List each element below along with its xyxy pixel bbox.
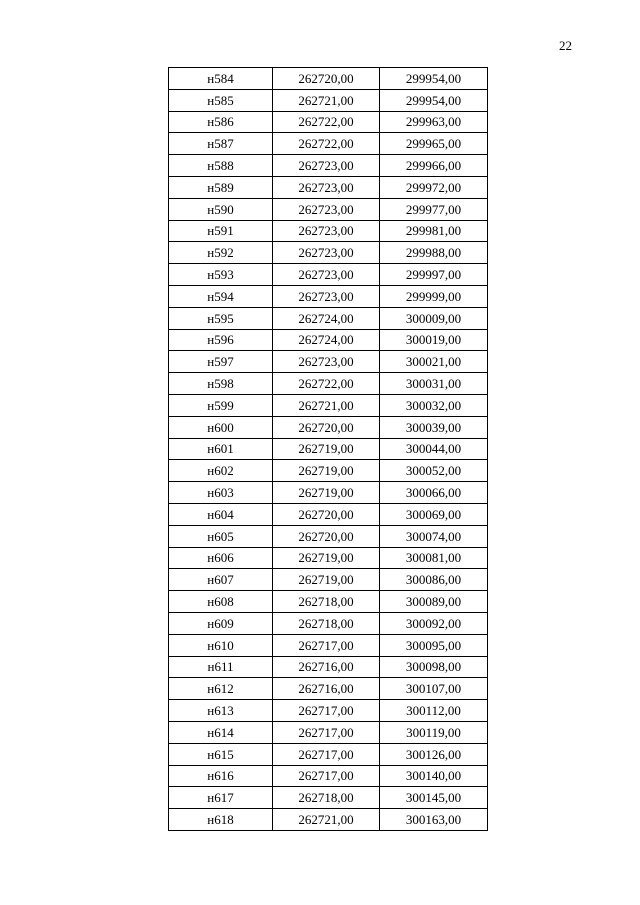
point-id-cell: н608 bbox=[169, 591, 273, 613]
coordinates-table-body bbox=[169, 68, 488, 831]
point-id-cell: н589 bbox=[169, 176, 273, 198]
table-row bbox=[169, 198, 488, 220]
point-id-cell: н613 bbox=[169, 700, 273, 722]
point-id-cell: н616 bbox=[169, 765, 273, 787]
y-coordinate-cell: 299966,00 bbox=[380, 155, 488, 177]
point-id-cell: н594 bbox=[169, 285, 273, 307]
x-coordinate-cell: 262720,00 bbox=[273, 525, 380, 547]
point-id-cell: н612 bbox=[169, 678, 273, 700]
table-row bbox=[169, 264, 488, 286]
x-coordinate-cell: 262719,00 bbox=[273, 438, 380, 460]
point-id-cell: н586 bbox=[169, 111, 273, 133]
x-coordinate-cell: 262719,00 bbox=[273, 547, 380, 569]
coordinates-table bbox=[168, 67, 488, 831]
table-row bbox=[169, 351, 488, 373]
y-coordinate-cell: 299954,00 bbox=[380, 89, 488, 111]
table-row bbox=[169, 482, 488, 504]
x-coordinate-cell: 262718,00 bbox=[273, 591, 380, 613]
table-row bbox=[169, 133, 488, 155]
y-coordinate-cell: 300119,00 bbox=[380, 721, 488, 743]
y-coordinate-cell: 300066,00 bbox=[380, 482, 488, 504]
y-coordinate-cell: 300069,00 bbox=[380, 503, 488, 525]
y-coordinate-cell: 300031,00 bbox=[380, 373, 488, 395]
y-coordinate-cell: 300107,00 bbox=[380, 678, 488, 700]
point-id-cell: н609 bbox=[169, 612, 273, 634]
x-coordinate-cell: 262721,00 bbox=[273, 809, 380, 831]
table-row bbox=[169, 285, 488, 307]
point-id-cell: н617 bbox=[169, 787, 273, 809]
y-coordinate-cell: 300112,00 bbox=[380, 700, 488, 722]
table-row bbox=[169, 634, 488, 656]
point-id-cell: н603 bbox=[169, 482, 273, 504]
table-row bbox=[169, 394, 488, 416]
table-row bbox=[169, 700, 488, 722]
table-row bbox=[169, 373, 488, 395]
y-coordinate-cell: 300092,00 bbox=[380, 612, 488, 634]
x-coordinate-cell: 262717,00 bbox=[273, 743, 380, 765]
point-id-cell: н597 bbox=[169, 351, 273, 373]
x-coordinate-cell: 262723,00 bbox=[273, 198, 380, 220]
table-row bbox=[169, 612, 488, 634]
x-coordinate-cell: 262723,00 bbox=[273, 264, 380, 286]
point-id-cell: н611 bbox=[169, 656, 273, 678]
x-coordinate-cell: 262719,00 bbox=[273, 569, 380, 591]
point-id-cell: н607 bbox=[169, 569, 273, 591]
table-row bbox=[169, 656, 488, 678]
point-id-cell: н585 bbox=[169, 89, 273, 111]
x-coordinate-cell: 262723,00 bbox=[273, 220, 380, 242]
point-id-cell: н604 bbox=[169, 503, 273, 525]
table-row bbox=[169, 765, 488, 787]
y-coordinate-cell: 300044,00 bbox=[380, 438, 488, 460]
y-coordinate-cell: 300074,00 bbox=[380, 525, 488, 547]
x-coordinate-cell: 262722,00 bbox=[273, 133, 380, 155]
x-coordinate-cell: 262724,00 bbox=[273, 329, 380, 351]
x-coordinate-cell: 262723,00 bbox=[273, 155, 380, 177]
point-id-cell: н602 bbox=[169, 460, 273, 482]
y-coordinate-cell: 300009,00 bbox=[380, 307, 488, 329]
y-coordinate-cell: 300032,00 bbox=[380, 394, 488, 416]
point-id-cell: н584 bbox=[169, 68, 273, 90]
y-coordinate-cell: 299972,00 bbox=[380, 176, 488, 198]
y-coordinate-cell: 299988,00 bbox=[380, 242, 488, 264]
point-id-cell: н606 bbox=[169, 547, 273, 569]
table-row bbox=[169, 569, 488, 591]
y-coordinate-cell: 300126,00 bbox=[380, 743, 488, 765]
table-row bbox=[169, 416, 488, 438]
point-id-cell: н595 bbox=[169, 307, 273, 329]
y-coordinate-cell: 300089,00 bbox=[380, 591, 488, 613]
x-coordinate-cell: 262723,00 bbox=[273, 285, 380, 307]
y-coordinate-cell: 300086,00 bbox=[380, 569, 488, 591]
x-coordinate-cell: 262720,00 bbox=[273, 503, 380, 525]
x-coordinate-cell: 262720,00 bbox=[273, 416, 380, 438]
y-coordinate-cell: 300140,00 bbox=[380, 765, 488, 787]
y-coordinate-cell: 299963,00 bbox=[380, 111, 488, 133]
x-coordinate-cell: 262724,00 bbox=[273, 307, 380, 329]
x-coordinate-cell: 262716,00 bbox=[273, 678, 380, 700]
point-id-cell: н592 bbox=[169, 242, 273, 264]
x-coordinate-cell: 262719,00 bbox=[273, 460, 380, 482]
x-coordinate-cell: 262723,00 bbox=[273, 351, 380, 373]
table-row bbox=[169, 743, 488, 765]
point-id-cell: н610 bbox=[169, 634, 273, 656]
x-coordinate-cell: 262720,00 bbox=[273, 68, 380, 90]
table-row bbox=[169, 307, 488, 329]
y-coordinate-cell: 300019,00 bbox=[380, 329, 488, 351]
y-coordinate-cell: 299999,00 bbox=[380, 285, 488, 307]
x-coordinate-cell: 262719,00 bbox=[273, 482, 380, 504]
point-id-cell: н587 bbox=[169, 133, 273, 155]
x-coordinate-cell: 262717,00 bbox=[273, 700, 380, 722]
y-coordinate-cell: 299981,00 bbox=[380, 220, 488, 242]
point-id-cell: н598 bbox=[169, 373, 273, 395]
table-row bbox=[169, 68, 488, 90]
point-id-cell: н588 bbox=[169, 155, 273, 177]
point-id-cell: н593 bbox=[169, 264, 273, 286]
y-coordinate-cell: 300098,00 bbox=[380, 656, 488, 678]
point-id-cell: н596 bbox=[169, 329, 273, 351]
x-coordinate-cell: 262721,00 bbox=[273, 394, 380, 416]
x-coordinate-cell: 262723,00 bbox=[273, 242, 380, 264]
y-coordinate-cell: 300163,00 bbox=[380, 809, 488, 831]
table-row bbox=[169, 721, 488, 743]
y-coordinate-cell: 300039,00 bbox=[380, 416, 488, 438]
table-row bbox=[169, 242, 488, 264]
y-coordinate-cell: 299977,00 bbox=[380, 198, 488, 220]
y-coordinate-cell: 300081,00 bbox=[380, 547, 488, 569]
table-row bbox=[169, 591, 488, 613]
point-id-cell: н600 bbox=[169, 416, 273, 438]
table-row bbox=[169, 787, 488, 809]
y-coordinate-cell: 299997,00 bbox=[380, 264, 488, 286]
table-row bbox=[169, 809, 488, 831]
table-row bbox=[169, 329, 488, 351]
page-number: 22 bbox=[559, 38, 572, 53]
table-row bbox=[169, 678, 488, 700]
table-row bbox=[169, 89, 488, 111]
table-row bbox=[169, 460, 488, 482]
x-coordinate-cell: 262717,00 bbox=[273, 721, 380, 743]
point-id-cell: н615 bbox=[169, 743, 273, 765]
x-coordinate-cell: 262722,00 bbox=[273, 111, 380, 133]
point-id-cell: н599 bbox=[169, 394, 273, 416]
x-coordinate-cell: 262718,00 bbox=[273, 787, 380, 809]
x-coordinate-cell: 262716,00 bbox=[273, 656, 380, 678]
table-row bbox=[169, 176, 488, 198]
y-coordinate-cell: 300021,00 bbox=[380, 351, 488, 373]
table-row bbox=[169, 155, 488, 177]
y-coordinate-cell: 300052,00 bbox=[380, 460, 488, 482]
y-coordinate-cell: 300145,00 bbox=[380, 787, 488, 809]
x-coordinate-cell: 262718,00 bbox=[273, 612, 380, 634]
table-row bbox=[169, 525, 488, 547]
table-row bbox=[169, 547, 488, 569]
table-row bbox=[169, 438, 488, 460]
x-coordinate-cell: 262721,00 bbox=[273, 89, 380, 111]
x-coordinate-cell: 262717,00 bbox=[273, 765, 380, 787]
point-id-cell: н590 bbox=[169, 198, 273, 220]
y-coordinate-cell: 299965,00 bbox=[380, 133, 488, 155]
y-coordinate-cell: 299954,00 bbox=[380, 68, 488, 90]
table-row bbox=[169, 111, 488, 133]
x-coordinate-cell: 262722,00 bbox=[273, 373, 380, 395]
point-id-cell: н618 bbox=[169, 809, 273, 831]
x-coordinate-cell: 262717,00 bbox=[273, 634, 380, 656]
point-id-cell: н605 bbox=[169, 525, 273, 547]
table-row bbox=[169, 503, 488, 525]
point-id-cell: н614 bbox=[169, 721, 273, 743]
x-coordinate-cell: 262723,00 bbox=[273, 176, 380, 198]
y-coordinate-cell: 300095,00 bbox=[380, 634, 488, 656]
table-row bbox=[169, 220, 488, 242]
point-id-cell: н601 bbox=[169, 438, 273, 460]
point-id-cell: н591 bbox=[169, 220, 273, 242]
